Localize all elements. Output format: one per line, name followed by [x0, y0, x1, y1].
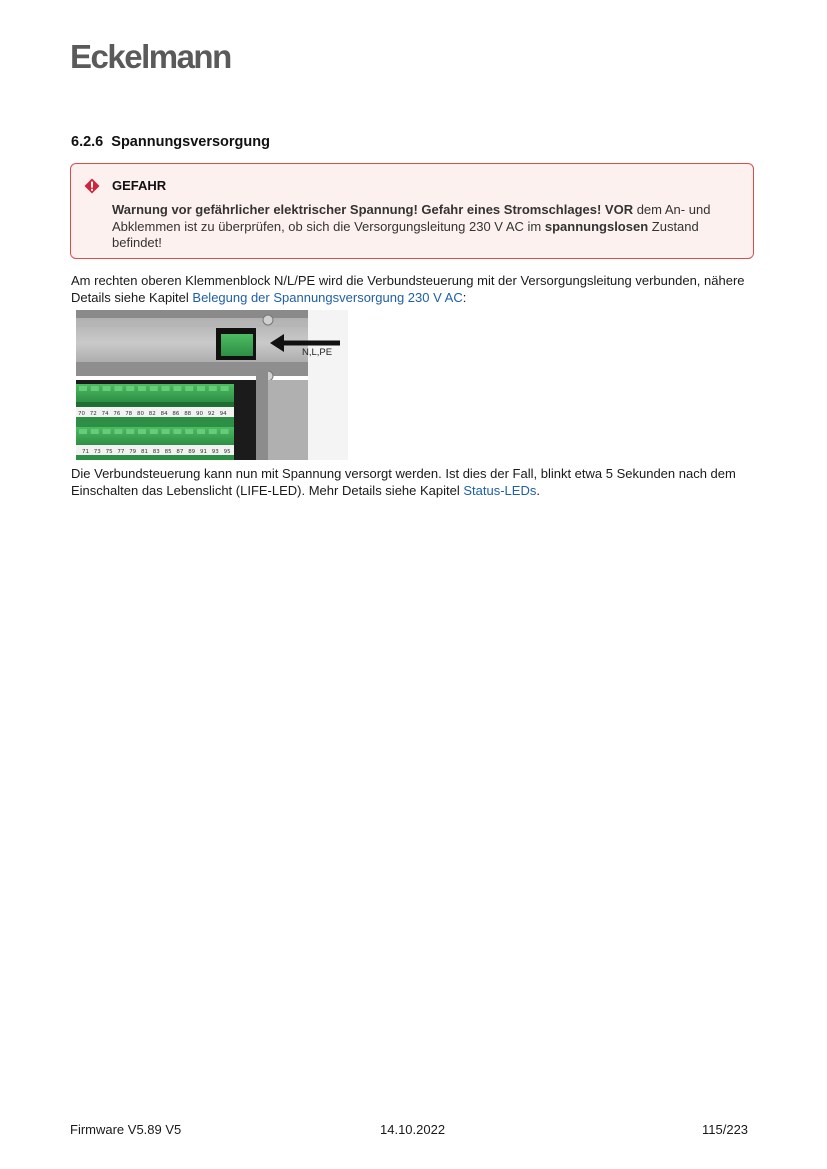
terminal-number-top: 84: [160, 411, 168, 417]
terminal-number-top: 72: [89, 411, 97, 417]
terminal-clamp: [114, 386, 122, 391]
paragraph2-suffix: .: [536, 483, 540, 498]
danger-title: GEFAHR: [112, 178, 167, 193]
paragraph-power-on: [71, 465, 761, 499]
terminal-number-top: 90: [196, 411, 203, 417]
terminal-clamp: [197, 429, 205, 434]
terminal-number-bottom: 93: [211, 449, 219, 455]
terminal-clamp: [197, 386, 205, 391]
paragraph1-suffix: :: [462, 290, 467, 305]
danger-notice: [70, 163, 754, 259]
terminal-clamp: [91, 429, 99, 434]
terminal-number-bottom: 95: [223, 449, 231, 455]
terminal-number-top: 94: [219, 411, 227, 417]
terminal-clamp: [209, 386, 217, 391]
terminal-clamp: [79, 429, 87, 434]
terminal-number-top: 74: [101, 411, 109, 417]
terminal-clamp: [138, 429, 146, 434]
terminal-clamp: [162, 429, 170, 434]
terminal-clamp: [221, 429, 229, 434]
section-heading: [71, 134, 270, 150]
terminal-number-bottom: 85: [164, 449, 172, 455]
terminal-clamp: [114, 429, 122, 434]
link-status-leds[interactable]: Status-LEDs: [463, 483, 537, 498]
footer-page-number: 115/223: [702, 1122, 749, 1137]
danger-text-part2: Zustand befindet!: [112, 218, 699, 250]
danger-bold-word: spannungslosen: [544, 218, 649, 234]
terminal-clamp: [185, 429, 193, 434]
terminal-label: N,L,PE: [302, 347, 333, 358]
terminal-clamp: [150, 386, 158, 391]
terminal-number-top: 76: [113, 411, 121, 417]
terminal-clamp: [126, 386, 134, 391]
terminal-number-bottom: 79: [129, 449, 137, 455]
link-power-supply-chapter[interactable]: Belegung der Spannungsversorgung 230 V AC: [192, 290, 463, 305]
terminal-number-top: 78: [125, 411, 133, 417]
terminal-clamp: [221, 386, 229, 391]
terminal-number-bottom: 73: [93, 449, 101, 455]
terminal-number-bottom: 81: [141, 449, 148, 455]
paragraph1-text: Am rechten oberen Klemmenblock N/L/PE wird die Verbundsteuerung mit der Versorgungsleitung verbunden, nähere Details siehe Kapitel: [71, 273, 745, 305]
danger-text-part1: dem An- und Abklemmen ist zu überprüfen, ob sich die Versorgungsleitung 230 V AC im: [112, 202, 711, 234]
paragraph-connection: [71, 272, 761, 306]
terminal-number-bottom: 83: [152, 449, 160, 455]
footer-date: 14.10.2022: [380, 1122, 446, 1137]
terminal-clamp: [150, 429, 158, 434]
section-number: 6.2.6: [71, 134, 104, 150]
terminal-clamp: [103, 386, 111, 391]
terminal-clamp: [91, 386, 99, 391]
terminal-number-bottom: 77: [117, 449, 125, 455]
terminal-number-bottom: 91: [200, 449, 207, 455]
section-title: Spannungsversorgung: [111, 134, 270, 150]
terminal-clamp: [126, 429, 134, 434]
terminal-clamp: [103, 429, 111, 434]
terminal-number-top: 88: [184, 411, 192, 417]
terminal-clamp: [185, 386, 193, 391]
terminal-number-top: 80: [137, 411, 144, 417]
company-logo: Eckelmann: [70, 38, 231, 75]
paragraph2-text: Die Verbundsteuerung kann nun mit Spannung versorgt werden. Ist dies der Fall, blinkt etwa 5 Sekunden nach dem Einschalten das Lebenslicht (LIFE-LED). Mehr Details siehe Kapitel: [71, 466, 736, 498]
terminal-number-bottom: 89: [188, 449, 196, 455]
terminal-number-top: 70: [78, 411, 85, 417]
terminal-clamp: [138, 386, 146, 391]
terminal-clamp: [209, 429, 217, 434]
terminal-number-bottom: 87: [176, 449, 184, 455]
danger-text: [112, 202, 732, 252]
footer-firmware: Firmware V5.89 V5: [70, 1122, 182, 1137]
terminal-clamp: [162, 386, 170, 391]
terminal-clamp: [79, 386, 87, 391]
terminal-clamp: [173, 429, 181, 434]
terminal-number-bottom: 75: [105, 449, 113, 455]
terminal-number-top: 86: [172, 411, 180, 417]
terminal-clamp: [173, 386, 181, 391]
terminal-number-top: 82: [148, 411, 156, 417]
danger-bold-intro: Warnung vor gefährlicher elektrischer Spannung! Gefahr eines Stromschlages! VOR: [112, 202, 634, 217]
danger-diamond-icon: [84, 178, 100, 194]
terminal-number-top: 92: [207, 411, 215, 417]
terminal-number-bottom: 71: [82, 449, 89, 455]
